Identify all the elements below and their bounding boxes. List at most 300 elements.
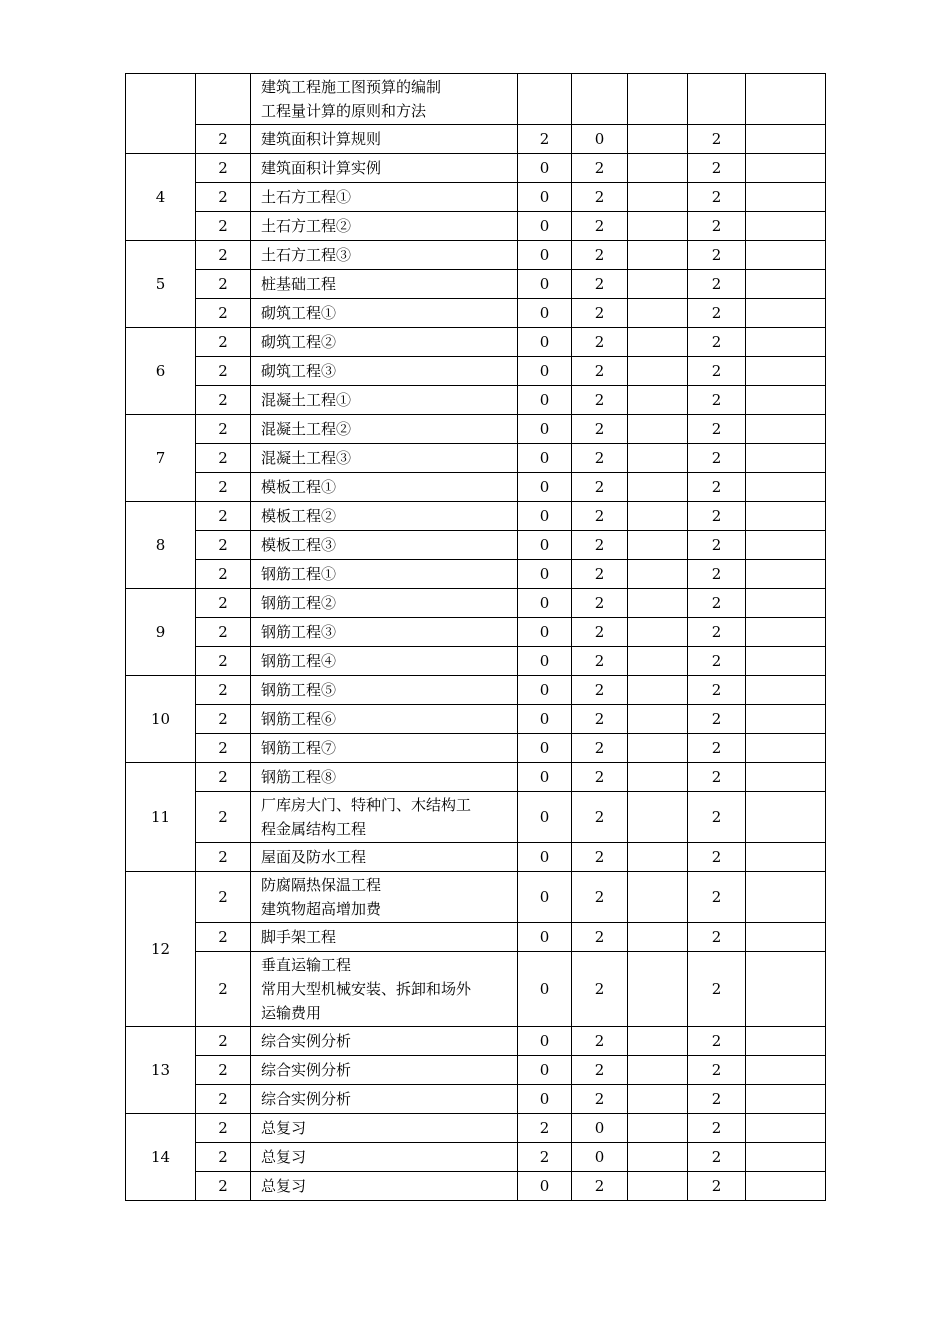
value-cell-c3 xyxy=(628,872,688,923)
hours-cell: 2 xyxy=(196,676,251,705)
value-cell-c2: 2 xyxy=(572,444,628,473)
topic-line: 工程量计算的原则和方法 xyxy=(261,102,427,120)
table-row xyxy=(126,125,826,154)
value-cell-c5 xyxy=(746,444,826,473)
week-cell: 13 xyxy=(126,1027,196,1114)
value-cell-c5 xyxy=(746,1114,826,1143)
value-cell-c4: 2 xyxy=(688,1143,746,1172)
value-cell-c5 xyxy=(746,473,826,502)
topic-cell xyxy=(251,357,518,386)
week-cell: 14 xyxy=(126,1114,196,1201)
value-cell-c3 xyxy=(628,792,688,843)
value-cell-c5 xyxy=(746,560,826,589)
value-cell-c3 xyxy=(628,74,688,125)
hours-cell: 2 xyxy=(196,763,251,792)
value-cell-c1: 2 xyxy=(518,1143,572,1172)
value-cell-c3 xyxy=(628,763,688,792)
topic-line: 总复习 xyxy=(261,1148,307,1166)
value-cell-c5 xyxy=(746,843,826,872)
value-cell-c1: 0 xyxy=(518,705,572,734)
value-cell-c3 xyxy=(628,415,688,444)
value-cell-c2: 2 xyxy=(572,792,628,843)
topic-line: 砌筑工程③ xyxy=(261,362,337,380)
value-cell-c3 xyxy=(628,444,688,473)
value-cell-c5 xyxy=(746,647,826,676)
value-cell-c5 xyxy=(746,734,826,763)
hours-cell: 2 xyxy=(196,241,251,270)
hours-cell: 2 xyxy=(196,1172,251,1201)
value-cell-c4: 2 xyxy=(688,502,746,531)
topic-line: 建筑物超高增加费 xyxy=(261,900,382,918)
topic-cell xyxy=(251,1114,518,1143)
topic-line: 钢筋工程⑧ xyxy=(261,768,337,786)
table-row xyxy=(126,843,826,872)
value-cell-c3 xyxy=(628,241,688,270)
topic-line: 钢筋工程② xyxy=(261,594,337,612)
value-cell-c1: 0 xyxy=(518,212,572,241)
value-cell-c5 xyxy=(746,415,826,444)
hours-cell: 2 xyxy=(196,299,251,328)
table-row xyxy=(126,763,826,792)
topic-line: 综合实例分析 xyxy=(261,1061,352,1079)
hours-cell: 2 xyxy=(196,502,251,531)
value-cell-c4: 2 xyxy=(688,328,746,357)
hours-cell: 2 xyxy=(196,792,251,843)
value-cell-c3 xyxy=(628,1114,688,1143)
value-cell-c5 xyxy=(746,1056,826,1085)
topic-cell xyxy=(251,154,518,183)
value-cell-c1: 0 xyxy=(518,952,572,1027)
value-cell-c4: 2 xyxy=(688,647,746,676)
value-cell-c1 xyxy=(518,74,572,125)
value-cell-c1: 0 xyxy=(518,357,572,386)
table-row xyxy=(126,1085,826,1114)
value-cell-c1: 0 xyxy=(518,734,572,763)
hours-cell: 2 xyxy=(196,923,251,952)
value-cell-c4: 2 xyxy=(688,676,746,705)
hours-cell: 2 xyxy=(196,1027,251,1056)
value-cell-c4: 2 xyxy=(688,415,746,444)
topic-cell xyxy=(251,676,518,705)
topic-cell xyxy=(251,1085,518,1114)
topic-cell xyxy=(251,923,518,952)
topic-line: 防腐隔热保温工程 xyxy=(261,876,382,894)
hours-cell: 2 xyxy=(196,444,251,473)
value-cell-c1: 0 xyxy=(518,872,572,923)
week-cell: 8 xyxy=(126,502,196,589)
topic-line: 脚手架工程 xyxy=(261,928,337,946)
topic-cell xyxy=(251,560,518,589)
value-cell-c3 xyxy=(628,154,688,183)
value-cell-c3 xyxy=(628,952,688,1027)
topic-cell xyxy=(251,241,518,270)
value-cell-c5 xyxy=(746,1027,826,1056)
week-cell: 9 xyxy=(126,589,196,676)
value-cell-c5 xyxy=(746,241,826,270)
table-row xyxy=(126,1143,826,1172)
value-cell-c4: 2 xyxy=(688,1056,746,1085)
topic-cell xyxy=(251,843,518,872)
topic-cell xyxy=(251,792,518,843)
topic-cell xyxy=(251,270,518,299)
value-cell-c1: 0 xyxy=(518,415,572,444)
topic-line: 砌筑工程① xyxy=(261,304,337,322)
value-cell-c1: 0 xyxy=(518,923,572,952)
table-row xyxy=(126,647,826,676)
value-cell-c2: 2 xyxy=(572,560,628,589)
schedule-table xyxy=(125,73,826,1201)
topic-cell xyxy=(251,589,518,618)
table-row xyxy=(126,560,826,589)
value-cell-c2: 2 xyxy=(572,734,628,763)
value-cell-c2: 2 xyxy=(572,1027,628,1056)
value-cell-c4: 2 xyxy=(688,843,746,872)
hours-cell: 2 xyxy=(196,734,251,763)
value-cell-c5 xyxy=(746,270,826,299)
value-cell-c4: 2 xyxy=(688,241,746,270)
value-cell-c5 xyxy=(746,154,826,183)
topic-line: 程金属结构工程 xyxy=(261,820,367,838)
value-cell-c2: 2 xyxy=(572,923,628,952)
value-cell-c1: 0 xyxy=(518,328,572,357)
topic-cell xyxy=(251,328,518,357)
table-row xyxy=(126,183,826,212)
value-cell-c1: 0 xyxy=(518,241,572,270)
table-row xyxy=(126,299,826,328)
table-row xyxy=(126,154,826,183)
value-cell-c1: 0 xyxy=(518,843,572,872)
value-cell-c4: 2 xyxy=(688,212,746,241)
topic-cell xyxy=(251,1172,518,1201)
topic-line: 桩基础工程 xyxy=(261,275,337,293)
hours-cell: 2 xyxy=(196,843,251,872)
table-row xyxy=(126,1114,826,1143)
value-cell-c1: 0 xyxy=(518,473,572,502)
value-cell-c3 xyxy=(628,212,688,241)
topic-cell xyxy=(251,952,518,1027)
value-cell-c5 xyxy=(746,589,826,618)
value-cell-c1: 0 xyxy=(518,792,572,843)
topic-cell xyxy=(251,705,518,734)
week-cell: 6 xyxy=(126,328,196,415)
topic-cell xyxy=(251,502,518,531)
value-cell-c2: 2 xyxy=(572,1172,628,1201)
topic-cell xyxy=(251,444,518,473)
topic-cell xyxy=(251,734,518,763)
value-cell-c5 xyxy=(746,676,826,705)
value-cell-c3 xyxy=(628,328,688,357)
topic-cell xyxy=(251,299,518,328)
hours-cell: 2 xyxy=(196,357,251,386)
hours-cell: 2 xyxy=(196,560,251,589)
value-cell-c3 xyxy=(628,1027,688,1056)
value-cell-c1: 0 xyxy=(518,1085,572,1114)
value-cell-c5 xyxy=(746,1143,826,1172)
value-cell-c2: 2 xyxy=(572,502,628,531)
week-cell: 10 xyxy=(126,676,196,763)
value-cell-c3 xyxy=(628,357,688,386)
value-cell-c3 xyxy=(628,531,688,560)
hours-cell: 2 xyxy=(196,270,251,299)
table-row xyxy=(126,589,826,618)
table-row xyxy=(126,705,826,734)
value-cell-c3 xyxy=(628,705,688,734)
table-row xyxy=(126,415,826,444)
hours-cell: 2 xyxy=(196,125,251,154)
topic-cell xyxy=(251,763,518,792)
value-cell-c3 xyxy=(628,843,688,872)
value-cell-c2: 2 xyxy=(572,872,628,923)
hours-cell: 2 xyxy=(196,212,251,241)
table-row xyxy=(126,792,826,843)
value-cell-c2: 2 xyxy=(572,357,628,386)
value-cell-c1: 0 xyxy=(518,1056,572,1085)
table-row xyxy=(126,444,826,473)
value-cell-c4: 2 xyxy=(688,270,746,299)
topic-line: 土石方工程② xyxy=(261,217,352,235)
topic-cell xyxy=(251,1143,518,1172)
topic-cell xyxy=(251,183,518,212)
value-cell-c2: 2 xyxy=(572,473,628,502)
topic-line: 建筑工程施工图预算的编制 xyxy=(261,78,442,96)
topic-line: 常用大型机械安装、拆卸和场外 xyxy=(261,980,472,998)
hours-cell: 2 xyxy=(196,415,251,444)
value-cell-c3 xyxy=(628,1056,688,1085)
value-cell-c4: 2 xyxy=(688,183,746,212)
value-cell-c2: 0 xyxy=(572,125,628,154)
hours-cell: 2 xyxy=(196,531,251,560)
table-row xyxy=(126,212,826,241)
week-cell: 7 xyxy=(126,415,196,502)
table-row xyxy=(126,618,826,647)
topic-line: 钢筋工程⑥ xyxy=(261,710,337,728)
value-cell-c3 xyxy=(628,676,688,705)
value-cell-c1: 2 xyxy=(518,125,572,154)
value-cell-c2: 0 xyxy=(572,1114,628,1143)
value-cell-c3 xyxy=(628,923,688,952)
week-cell xyxy=(126,74,196,154)
hours-cell: 2 xyxy=(196,154,251,183)
value-cell-c3 xyxy=(628,734,688,763)
topic-line: 运输费用 xyxy=(261,1004,322,1022)
value-cell-c5 xyxy=(746,299,826,328)
value-cell-c4 xyxy=(688,74,746,125)
topic-line: 土石方工程① xyxy=(261,188,352,206)
value-cell-c3 xyxy=(628,560,688,589)
week-cell: 11 xyxy=(126,763,196,872)
value-cell-c4: 2 xyxy=(688,444,746,473)
schedule-body xyxy=(126,74,826,1201)
value-cell-c4: 2 xyxy=(688,1172,746,1201)
value-cell-c5 xyxy=(746,792,826,843)
topic-line: 钢筋工程④ xyxy=(261,652,337,670)
topic-line: 模板工程② xyxy=(261,507,337,525)
topic-cell xyxy=(251,473,518,502)
value-cell-c5 xyxy=(746,872,826,923)
value-cell-c1: 2 xyxy=(518,1114,572,1143)
value-cell-c2: 2 xyxy=(572,952,628,1027)
topic-cell xyxy=(251,531,518,560)
value-cell-c2: 2 xyxy=(572,415,628,444)
value-cell-c4: 2 xyxy=(688,125,746,154)
value-cell-c1: 0 xyxy=(518,1027,572,1056)
value-cell-c2: 2 xyxy=(572,212,628,241)
value-cell-c5 xyxy=(746,1172,826,1201)
table-row xyxy=(126,1172,826,1201)
value-cell-c1: 0 xyxy=(518,386,572,415)
hours-cell: 2 xyxy=(196,705,251,734)
value-cell-c3 xyxy=(628,270,688,299)
week-cell: 4 xyxy=(126,154,196,241)
topic-line: 总复习 xyxy=(261,1177,307,1195)
value-cell-c5 xyxy=(746,502,826,531)
topic-line: 厂库房大门、特种门、木结构工 xyxy=(261,796,472,814)
topic-line: 垂直运输工程 xyxy=(261,956,352,974)
value-cell-c4: 2 xyxy=(688,386,746,415)
topic-line: 建筑面积计算规则 xyxy=(261,130,382,148)
value-cell-c4: 2 xyxy=(688,589,746,618)
value-cell-c4: 2 xyxy=(688,763,746,792)
value-cell-c3 xyxy=(628,502,688,531)
value-cell-c3 xyxy=(628,618,688,647)
value-cell-c1: 0 xyxy=(518,270,572,299)
hours-cell: 2 xyxy=(196,647,251,676)
value-cell-c2: 2 xyxy=(572,386,628,415)
value-cell-c3 xyxy=(628,183,688,212)
hours-cell: 2 xyxy=(196,589,251,618)
hours-cell: 2 xyxy=(196,473,251,502)
value-cell-c1: 0 xyxy=(518,589,572,618)
value-cell-c1: 0 xyxy=(518,560,572,589)
value-cell-c1: 0 xyxy=(518,618,572,647)
value-cell-c4: 2 xyxy=(688,872,746,923)
table-row xyxy=(126,734,826,763)
value-cell-c4: 2 xyxy=(688,1114,746,1143)
value-cell-c3 xyxy=(628,1085,688,1114)
hours-cell: 2 xyxy=(196,1056,251,1085)
value-cell-c4: 2 xyxy=(688,299,746,328)
topic-line: 混凝土工程① xyxy=(261,391,352,409)
value-cell-c4: 2 xyxy=(688,473,746,502)
value-cell-c1: 0 xyxy=(518,154,572,183)
table-row xyxy=(126,328,826,357)
value-cell-c4: 2 xyxy=(688,618,746,647)
value-cell-c5 xyxy=(746,357,826,386)
topic-line: 综合实例分析 xyxy=(261,1032,352,1050)
value-cell-c3 xyxy=(628,589,688,618)
value-cell-c5 xyxy=(746,328,826,357)
topic-line: 建筑面积计算实例 xyxy=(261,159,382,177)
topic-line: 屋面及防水工程 xyxy=(261,848,367,866)
table-row xyxy=(126,952,826,1027)
value-cell-c2: 2 xyxy=(572,843,628,872)
value-cell-c1: 0 xyxy=(518,763,572,792)
value-cell-c2: 2 xyxy=(572,1085,628,1114)
hours-cell: 2 xyxy=(196,1114,251,1143)
value-cell-c1: 0 xyxy=(518,676,572,705)
value-cell-c5 xyxy=(746,74,826,125)
value-cell-c5 xyxy=(746,531,826,560)
hours-cell: 2 xyxy=(196,386,251,415)
table-row xyxy=(126,872,826,923)
topic-line: 混凝土工程③ xyxy=(261,449,352,467)
topic-cell xyxy=(251,212,518,241)
value-cell-c2: 2 xyxy=(572,705,628,734)
topic-line: 模板工程① xyxy=(261,478,337,496)
value-cell-c3 xyxy=(628,386,688,415)
week-cell: 5 xyxy=(126,241,196,328)
topic-line: 钢筋工程③ xyxy=(261,623,337,641)
topic-cell xyxy=(251,872,518,923)
topic-line: 综合实例分析 xyxy=(261,1090,352,1108)
value-cell-c1: 0 xyxy=(518,183,572,212)
value-cell-c5 xyxy=(746,183,826,212)
value-cell-c2: 2 xyxy=(572,270,628,299)
week-cell: 12 xyxy=(126,872,196,1027)
value-cell-c2: 0 xyxy=(572,1143,628,1172)
value-cell-c4: 2 xyxy=(688,531,746,560)
value-cell-c1: 0 xyxy=(518,299,572,328)
value-cell-c5 xyxy=(746,763,826,792)
topic-line: 钢筋工程① xyxy=(261,565,337,583)
topic-cell xyxy=(251,618,518,647)
value-cell-c4: 2 xyxy=(688,154,746,183)
table-row xyxy=(126,357,826,386)
value-cell-c2: 2 xyxy=(572,154,628,183)
hours-cell: 2 xyxy=(196,872,251,923)
hours-cell xyxy=(196,74,251,125)
topic-cell xyxy=(251,1027,518,1056)
value-cell-c3 xyxy=(628,473,688,502)
topic-line: 钢筋工程⑦ xyxy=(261,739,337,757)
value-cell-c4: 2 xyxy=(688,705,746,734)
value-cell-c5 xyxy=(746,952,826,1027)
topic-line: 模板工程③ xyxy=(261,536,337,554)
value-cell-c2: 2 xyxy=(572,589,628,618)
topic-line: 土石方工程③ xyxy=(261,246,352,264)
value-cell-c3 xyxy=(628,299,688,328)
value-cell-c1: 0 xyxy=(518,647,572,676)
value-cell-c5 xyxy=(746,705,826,734)
topic-line: 砌筑工程② xyxy=(261,333,337,351)
topic-cell xyxy=(251,125,518,154)
value-cell-c1: 0 xyxy=(518,502,572,531)
table-row xyxy=(126,676,826,705)
value-cell-c4: 2 xyxy=(688,1027,746,1056)
value-cell-c4: 2 xyxy=(688,734,746,763)
value-cell-c5 xyxy=(746,212,826,241)
value-cell-c2: 2 xyxy=(572,183,628,212)
topic-line: 钢筋工程⑤ xyxy=(261,681,337,699)
topic-cell xyxy=(251,74,518,125)
topic-line: 混凝土工程② xyxy=(261,420,352,438)
hours-cell: 2 xyxy=(196,1143,251,1172)
table-row xyxy=(126,386,826,415)
value-cell-c2: 2 xyxy=(572,647,628,676)
topic-cell xyxy=(251,386,518,415)
table-row xyxy=(126,923,826,952)
value-cell-c2: 2 xyxy=(572,531,628,560)
value-cell-c5 xyxy=(746,386,826,415)
value-cell-c5 xyxy=(746,125,826,154)
value-cell-c3 xyxy=(628,1172,688,1201)
value-cell-c1: 0 xyxy=(518,444,572,473)
value-cell-c4: 2 xyxy=(688,792,746,843)
table-row xyxy=(126,270,826,299)
value-cell-c3 xyxy=(628,125,688,154)
value-cell-c1: 0 xyxy=(518,1172,572,1201)
value-cell-c2: 2 xyxy=(572,763,628,792)
